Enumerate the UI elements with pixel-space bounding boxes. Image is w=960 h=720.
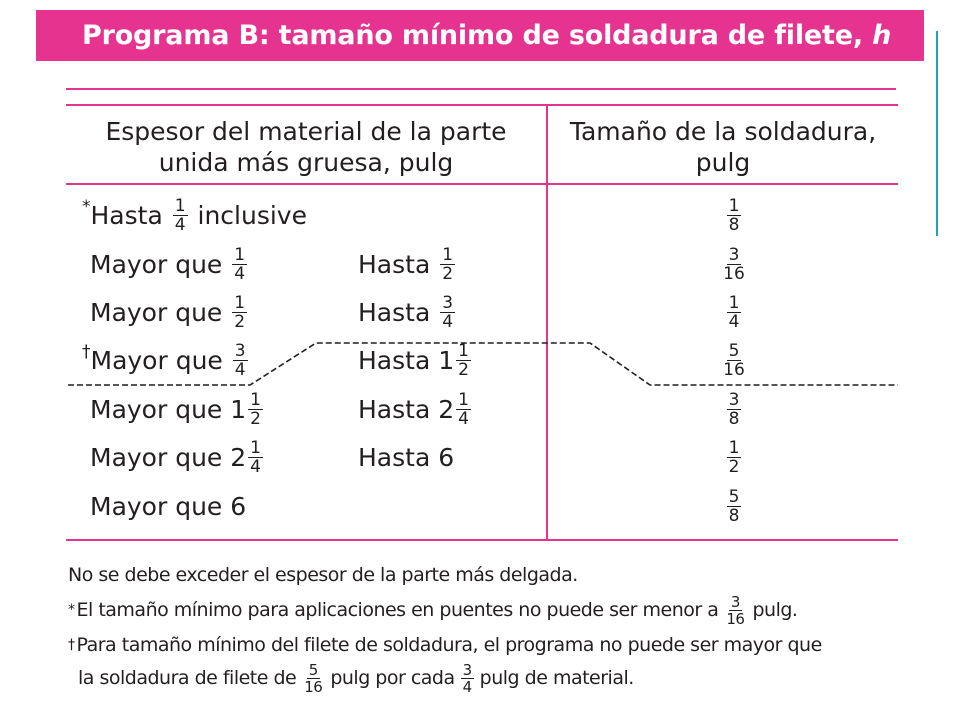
row-2-size-denominator: 16 (723, 263, 745, 284)
row-2-col2-text: Hasta (358, 249, 431, 279)
row-4-size-numerator: 5 (728, 340, 740, 361)
row-5-col1-text: Mayor que (90, 394, 223, 424)
row-6-weld-size (704, 433, 764, 481)
row-4-col1-text: Mayor que (90, 345, 223, 375)
row-5-size-numerator: 3 (728, 389, 740, 410)
row-3-size-denominator: 4 (728, 311, 740, 332)
row-3-col1-fraction (232, 294, 247, 331)
row-1-weld-size (704, 191, 764, 239)
row-3-col2-text: Hasta (358, 297, 431, 327)
row-5-col2-numerator: 1 (458, 389, 469, 410)
note-schedule-cont (78, 658, 634, 698)
row-4-col2-whole: 1 (438, 345, 455, 375)
row-1-size-denominator: 8 (728, 214, 740, 235)
row-4-thickness-from (82, 336, 250, 384)
note-line2-unit: pulg. (752, 599, 798, 621)
row-3-thickness-from (82, 288, 249, 336)
row-1-thickness-from (82, 191, 307, 239)
row-2-col2-denominator: 2 (442, 263, 454, 284)
row-7-thickness-from (82, 482, 246, 530)
footnote-mark: † (82, 342, 91, 362)
note-line4-fraction-a (302, 662, 324, 695)
note-line2-den: 16 (726, 609, 745, 628)
note-line4-den-b: 4 (462, 677, 472, 696)
row-3-col2-denominator: 4 (442, 311, 454, 332)
row-1-col1-denominator: 4 (174, 214, 186, 235)
row-2-col1-numerator: 1 (234, 244, 246, 265)
row-5-col1-fraction (248, 391, 263, 428)
row-7-col1-text: Mayor que (90, 491, 223, 521)
row-5-col2-fraction (456, 391, 471, 428)
row-5-size-denominator: 8 (728, 408, 740, 429)
row-5-col1-numerator: 1 (250, 389, 261, 410)
note-line1-text: No se debe exceder el espesor de la parte más delgada. (68, 564, 578, 586)
row-6-size-denominator: 2 (728, 456, 740, 477)
row-1-size-numerator: 1 (728, 195, 740, 216)
row-7-size-fraction (727, 488, 742, 525)
row-2-size-numerator: 3 (728, 244, 740, 265)
row-6-col1-whole: 2 (230, 442, 247, 472)
row-5-weld-size (704, 385, 764, 433)
row-6-size-numerator: 1 (728, 437, 740, 458)
row-6-col1-fraction (248, 439, 263, 476)
note-asterisk-mark: * (68, 602, 75, 618)
row-1-col1-text: Hasta (90, 200, 163, 230)
row-6-col1-denominator: 4 (250, 456, 261, 477)
note-line2-fraction (724, 594, 746, 627)
row-6-col2-text: Hasta (358, 442, 431, 472)
row-5-col1-whole: 1 (230, 394, 247, 424)
row-4-col2-text: Hasta (358, 345, 431, 375)
row-4-thickness-to (358, 336, 473, 384)
note-line3-text: Para tamaño mínimo del filete de soldadura, el programa no puede ser mayor que (76, 634, 822, 656)
title-variable: h (872, 20, 892, 51)
note-line4-fraction-b (461, 662, 474, 695)
row-5-thickness-to (358, 385, 473, 433)
row-6-col1-text: Mayor que (90, 442, 223, 472)
row-3-weld-size (704, 288, 764, 336)
row-2-col2-fraction (440, 246, 455, 283)
footnote-mark: * (82, 197, 91, 217)
row-5-thickness-from (82, 385, 265, 433)
row-1-col1-numerator: 1 (174, 195, 186, 216)
row-2-col1-denominator: 4 (234, 263, 246, 284)
row-1-col1-fraction (173, 197, 188, 234)
row-2-weld-size (704, 240, 764, 288)
row-5-col2-whole: 2 (438, 394, 455, 424)
row-4-col2-fraction (456, 342, 471, 379)
row-7-weld-size (704, 482, 764, 530)
row-2-col2-numerator: 1 (442, 244, 454, 265)
row-6-size-fraction (727, 439, 742, 476)
row-3-col2-fraction (440, 294, 455, 331)
row-4-col2-numerator: 1 (458, 340, 469, 361)
note-schedule (68, 630, 822, 660)
note-line4-text-a: la soldadura de filete de (78, 667, 297, 689)
row-3-col1-numerator: 1 (234, 292, 246, 313)
row-2-col1-text: Mayor que (90, 249, 223, 279)
row-6-col1-numerator: 1 (250, 437, 261, 458)
note-line4-num-a: 5 (308, 660, 318, 679)
row-7-col1-whole: 6 (230, 491, 247, 521)
row-7-size-denominator: 8 (728, 505, 740, 526)
row-1-size-fraction (727, 197, 742, 234)
row-6-col2-whole: 6 (438, 442, 455, 472)
row-3-col1-denominator: 2 (234, 311, 246, 332)
row-5-col2-denominator: 4 (458, 408, 469, 429)
row-2-size-fraction (721, 246, 747, 283)
row-2-col1-fraction (232, 246, 247, 283)
row-6-thickness-to (358, 433, 454, 481)
row-5-col1-denominator: 2 (250, 408, 261, 429)
note-line4-den-a: 16 (304, 677, 323, 696)
row-4-col1-numerator: 3 (234, 340, 246, 361)
row-3-size-fraction (727, 294, 742, 331)
title-text: Programa B: tamaño mínimo de soldadura de filete, (82, 20, 863, 51)
row-3-size-numerator: 1 (728, 292, 740, 313)
note-dagger-mark: † (68, 637, 75, 653)
row-6-thickness-from (82, 433, 265, 481)
header-thickness-line2: unida más gruesa, pulg (158, 148, 454, 177)
note-line4-text-b: pulg por cada (330, 667, 455, 689)
row-3-thickness-to (358, 288, 457, 336)
note-thinner-part (68, 561, 578, 589)
row-4-col1-fraction (233, 342, 248, 379)
note-line4-num-b: 3 (462, 660, 472, 679)
row-7-size-numerator: 5 (728, 486, 740, 507)
header-weld-size-line1: Tamaño de la soldadura, (569, 117, 877, 146)
header-weld-size-line2: pulg (695, 148, 751, 177)
row-3-col2-numerator: 3 (442, 292, 454, 313)
note-line4-text-c: pulg de material. (479, 667, 634, 689)
row-3-col1-text: Mayor que (90, 297, 223, 327)
row-4-col2-denominator: 2 (458, 359, 469, 380)
row-2-thickness-to (358, 240, 457, 288)
note-bridges (68, 590, 797, 630)
row-4-col1-denominator: 4 (234, 359, 246, 380)
row-1-col1-suffix: inclusive (197, 200, 307, 230)
note-line2-text: El tamaño mínimo para aplicaciones en puentes no puede ser menor a (76, 599, 719, 621)
row-4-weld-size (704, 336, 764, 384)
note-line2-num: 3 (730, 592, 740, 611)
row-4-size-fraction (721, 342, 747, 379)
row-5-col2-text: Hasta (358, 394, 431, 424)
row-4-size-denominator: 16 (723, 359, 745, 380)
row-5-size-fraction (727, 391, 742, 428)
row-2-thickness-from (82, 240, 249, 288)
header-thickness-line1: Espesor del material de la parte (105, 117, 507, 146)
